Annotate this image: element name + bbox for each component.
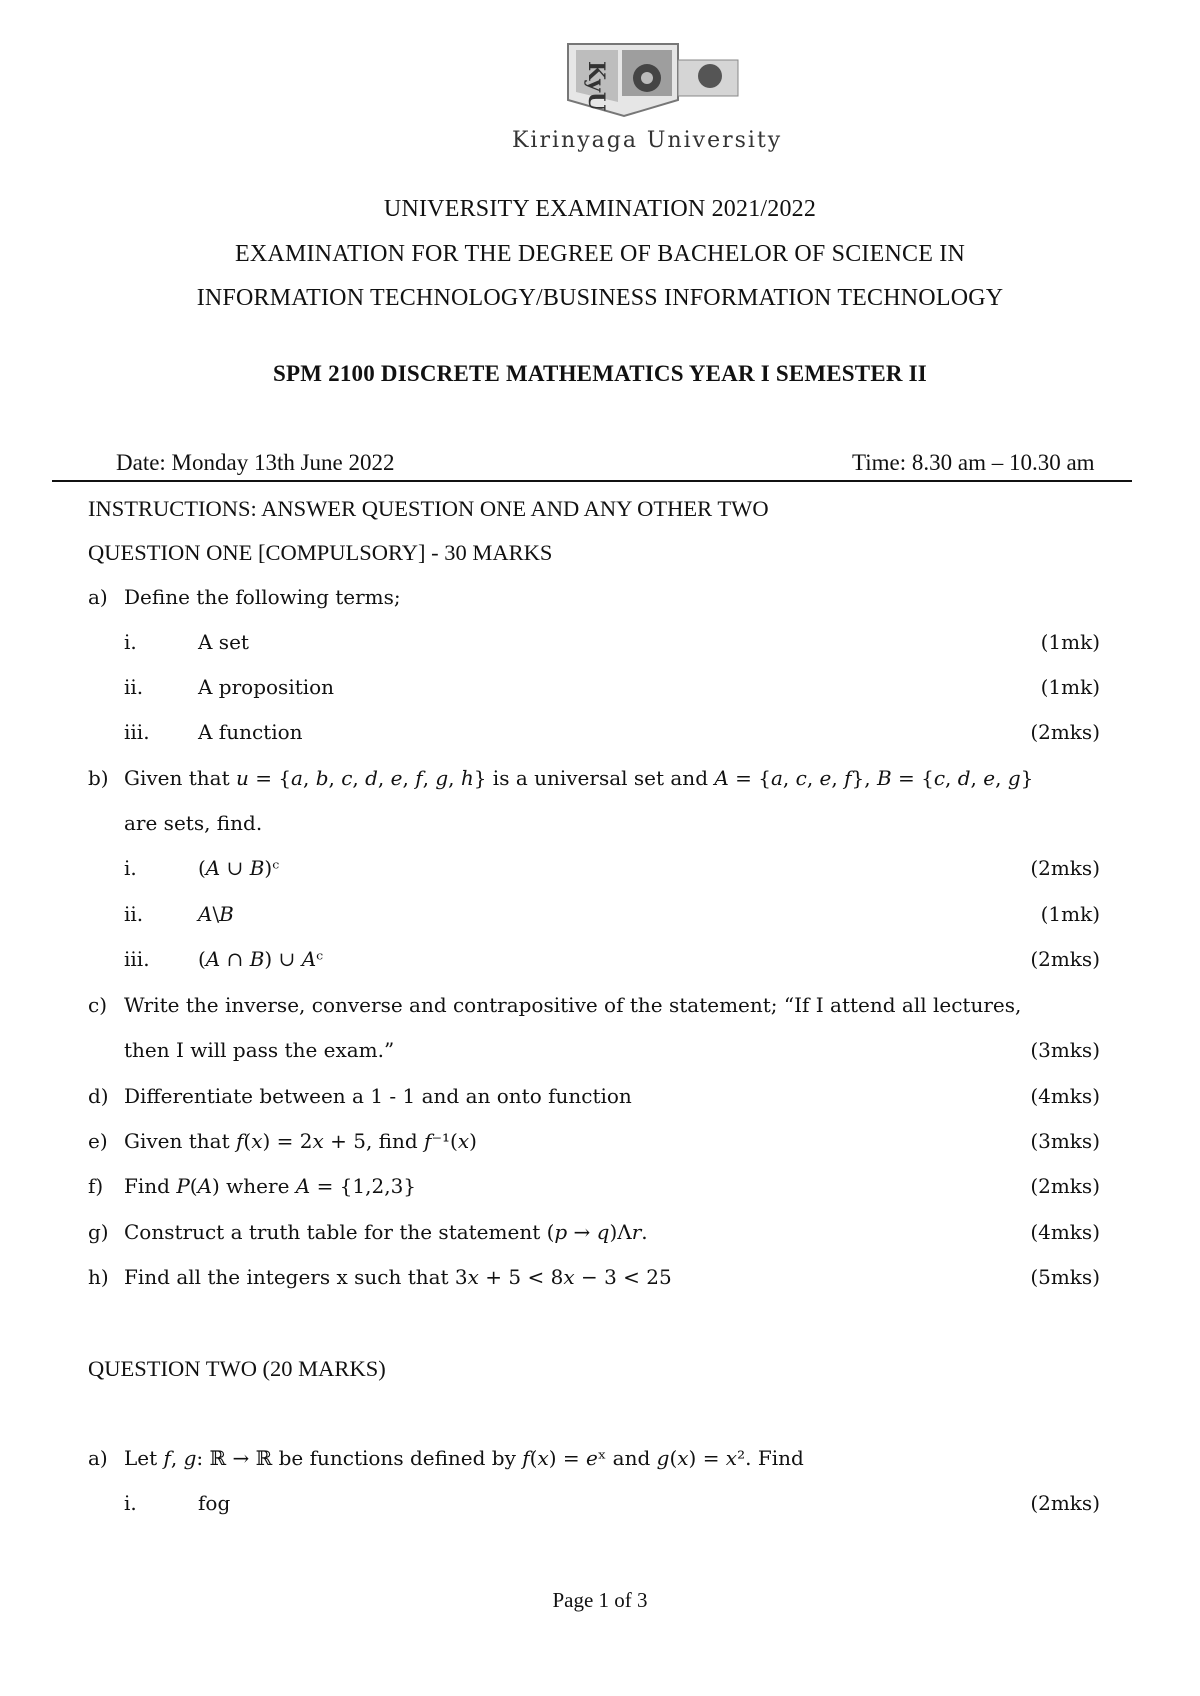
q1f-marks: (2mks) xyxy=(1030,1174,1100,1198)
q1a-i-label: i. xyxy=(124,630,137,654)
logo-monogram: KyU xyxy=(583,61,609,112)
date-time-row xyxy=(52,450,1132,482)
q1a-ii xyxy=(88,675,1100,705)
q1c-label: c) xyxy=(88,993,108,1017)
q1b-ii-marks: (1mk) xyxy=(1040,902,1100,926)
q1a-label: a) xyxy=(88,585,108,609)
q1c-marks: (3mks) xyxy=(1030,1038,1100,1062)
q1e-label: e) xyxy=(88,1129,108,1153)
q1a-iii-text: A function xyxy=(198,720,303,744)
q2a-i xyxy=(88,1491,1100,1521)
q1g xyxy=(88,1220,1100,1250)
q1b-ii xyxy=(88,902,1100,932)
page-number: Page 1 of 3 xyxy=(552,1588,648,1612)
programme-line: INFORMATION TECHNOLOGY/BUSINESS INFORMATION TECHNOLOGY xyxy=(196,285,1004,311)
exam-time: Time: 8.30 am – 10.30 am xyxy=(852,450,1095,475)
question-one-title: QUESTION ONE [COMPULSORY] - 30 MARKS xyxy=(88,540,553,565)
q1b xyxy=(88,766,1100,796)
q1h-label: h) xyxy=(88,1265,109,1289)
q1c-text-continued: then I will pass the exam.” xyxy=(124,1038,395,1062)
q2a-label: a) xyxy=(88,1446,108,1470)
q1a-i-text: A set xyxy=(198,630,249,654)
q2a-text: Let 𝑓, 𝑔: ℝ → ℝ be functions defined by 𝑓(𝑥) = 𝑒ˣ and 𝑔(𝑥) = 𝑥². Find xyxy=(124,1446,804,1470)
q1a xyxy=(88,585,1100,615)
q1a-i xyxy=(88,630,1100,660)
q1b-ii-text: 𝐴\𝐵 xyxy=(198,902,234,926)
q1b-i-text: (𝐴 ∪ 𝐵)ᶜ xyxy=(198,856,280,880)
q1a-ii-text: A proposition xyxy=(198,675,335,699)
q1g-marks: (4mks) xyxy=(1030,1220,1100,1244)
q1e xyxy=(88,1129,1100,1159)
q1a-ii-label: ii. xyxy=(124,675,144,699)
q1d-marks: (4mks) xyxy=(1030,1084,1100,1108)
q1h-text: Find all the integers x such that 3𝑥 + 5 < 8𝑥 − 3 < 25 xyxy=(124,1265,672,1289)
q1b-text: Given that 𝑢 = {𝑎, 𝑏, 𝑐, 𝑑, 𝑒, 𝑓, 𝑔, ℎ} is a universal set and 𝐴 = {𝑎, 𝑐, 𝑒, 𝑓}, 𝐵 = {𝑐, 𝑑, 𝑒, 𝑔} xyxy=(124,766,1034,790)
university-logo xyxy=(560,40,770,118)
question-two-title: QUESTION TWO (20 MARKS) xyxy=(88,1356,386,1381)
degree-line: EXAMINATION FOR THE DEGREE OF BACHELOR OF SCIENCE IN xyxy=(235,241,965,267)
q1h xyxy=(88,1265,1100,1295)
q1b-i-marks: (2mks) xyxy=(1030,856,1100,880)
q2a xyxy=(88,1446,1100,1476)
q1c-cont xyxy=(88,1038,1100,1068)
q1a-iii-marks: (2mks) xyxy=(1030,720,1100,744)
q2a-i-text: fog xyxy=(198,1491,231,1515)
logo-caption: Kirinyaga University xyxy=(512,128,783,153)
q1a-text: Define the following terms; xyxy=(124,585,401,609)
exam-date: Date: Monday 13th June 2022 xyxy=(116,450,395,475)
course-title: SPM 2100 DISCRETE MATHEMATICS YEAR I SEMESTER II xyxy=(273,361,927,386)
q1f-label: f) xyxy=(88,1174,104,1198)
q1d xyxy=(88,1084,1100,1114)
instructions: INSTRUCTIONS: ANSWER QUESTION ONE AND ANY OTHER TWO xyxy=(88,496,769,521)
q1b-cont xyxy=(88,811,1100,841)
q1d-text: Differentiate between a 1 - 1 and an onto function xyxy=(124,1084,632,1108)
q1e-marks: (3mks) xyxy=(1030,1129,1100,1153)
q2a-i-label: i. xyxy=(124,1491,137,1515)
q1c-text: Write the inverse, converse and contrapositive of the statement; “If I attend all lectures, xyxy=(124,993,1022,1017)
q1b-i-label: i. xyxy=(124,856,137,880)
q1b-iii xyxy=(88,947,1100,977)
q1b-i xyxy=(88,856,1100,886)
q1h-marks: (5mks) xyxy=(1030,1265,1100,1289)
q1b-label: b) xyxy=(88,766,109,790)
q2a-i-marks: (2mks) xyxy=(1030,1491,1100,1515)
q1a-iii xyxy=(88,720,1100,750)
logo-crest-icon xyxy=(560,40,770,118)
exam-title: UNIVERSITY EXAMINATION 2021/2022 xyxy=(383,196,817,222)
q1b-ii-label: ii. xyxy=(124,902,144,926)
q1b-iii-label: iii. xyxy=(124,947,150,971)
q1a-ii-marks: (1mk) xyxy=(1040,675,1100,699)
q1f xyxy=(88,1174,1100,1204)
q1f-text: Find 𝑃(𝐴) where 𝐴 = {1,2,3} xyxy=(124,1174,417,1198)
q1a-i-marks: (1mk) xyxy=(1040,630,1100,654)
q1b-iii-text: (𝐴 ∩ 𝐵) ∪ 𝐴ᶜ xyxy=(198,947,324,971)
q1e-text: Given that 𝑓(𝑥) = 2𝑥 + 5, find 𝑓⁻¹(𝑥) xyxy=(124,1129,477,1153)
q1b-text-continued: are sets, find. xyxy=(124,811,263,835)
q1b-iii-marks: (2mks) xyxy=(1030,947,1100,971)
q1a-iii-label: iii. xyxy=(124,720,150,744)
q1g-label: g) xyxy=(88,1220,109,1244)
q1g-text: Construct a truth table for the statement (𝑝 → 𝑞)Λ𝑟. xyxy=(124,1220,648,1244)
q1c xyxy=(88,993,1100,1023)
q1d-label: d) xyxy=(88,1084,109,1108)
